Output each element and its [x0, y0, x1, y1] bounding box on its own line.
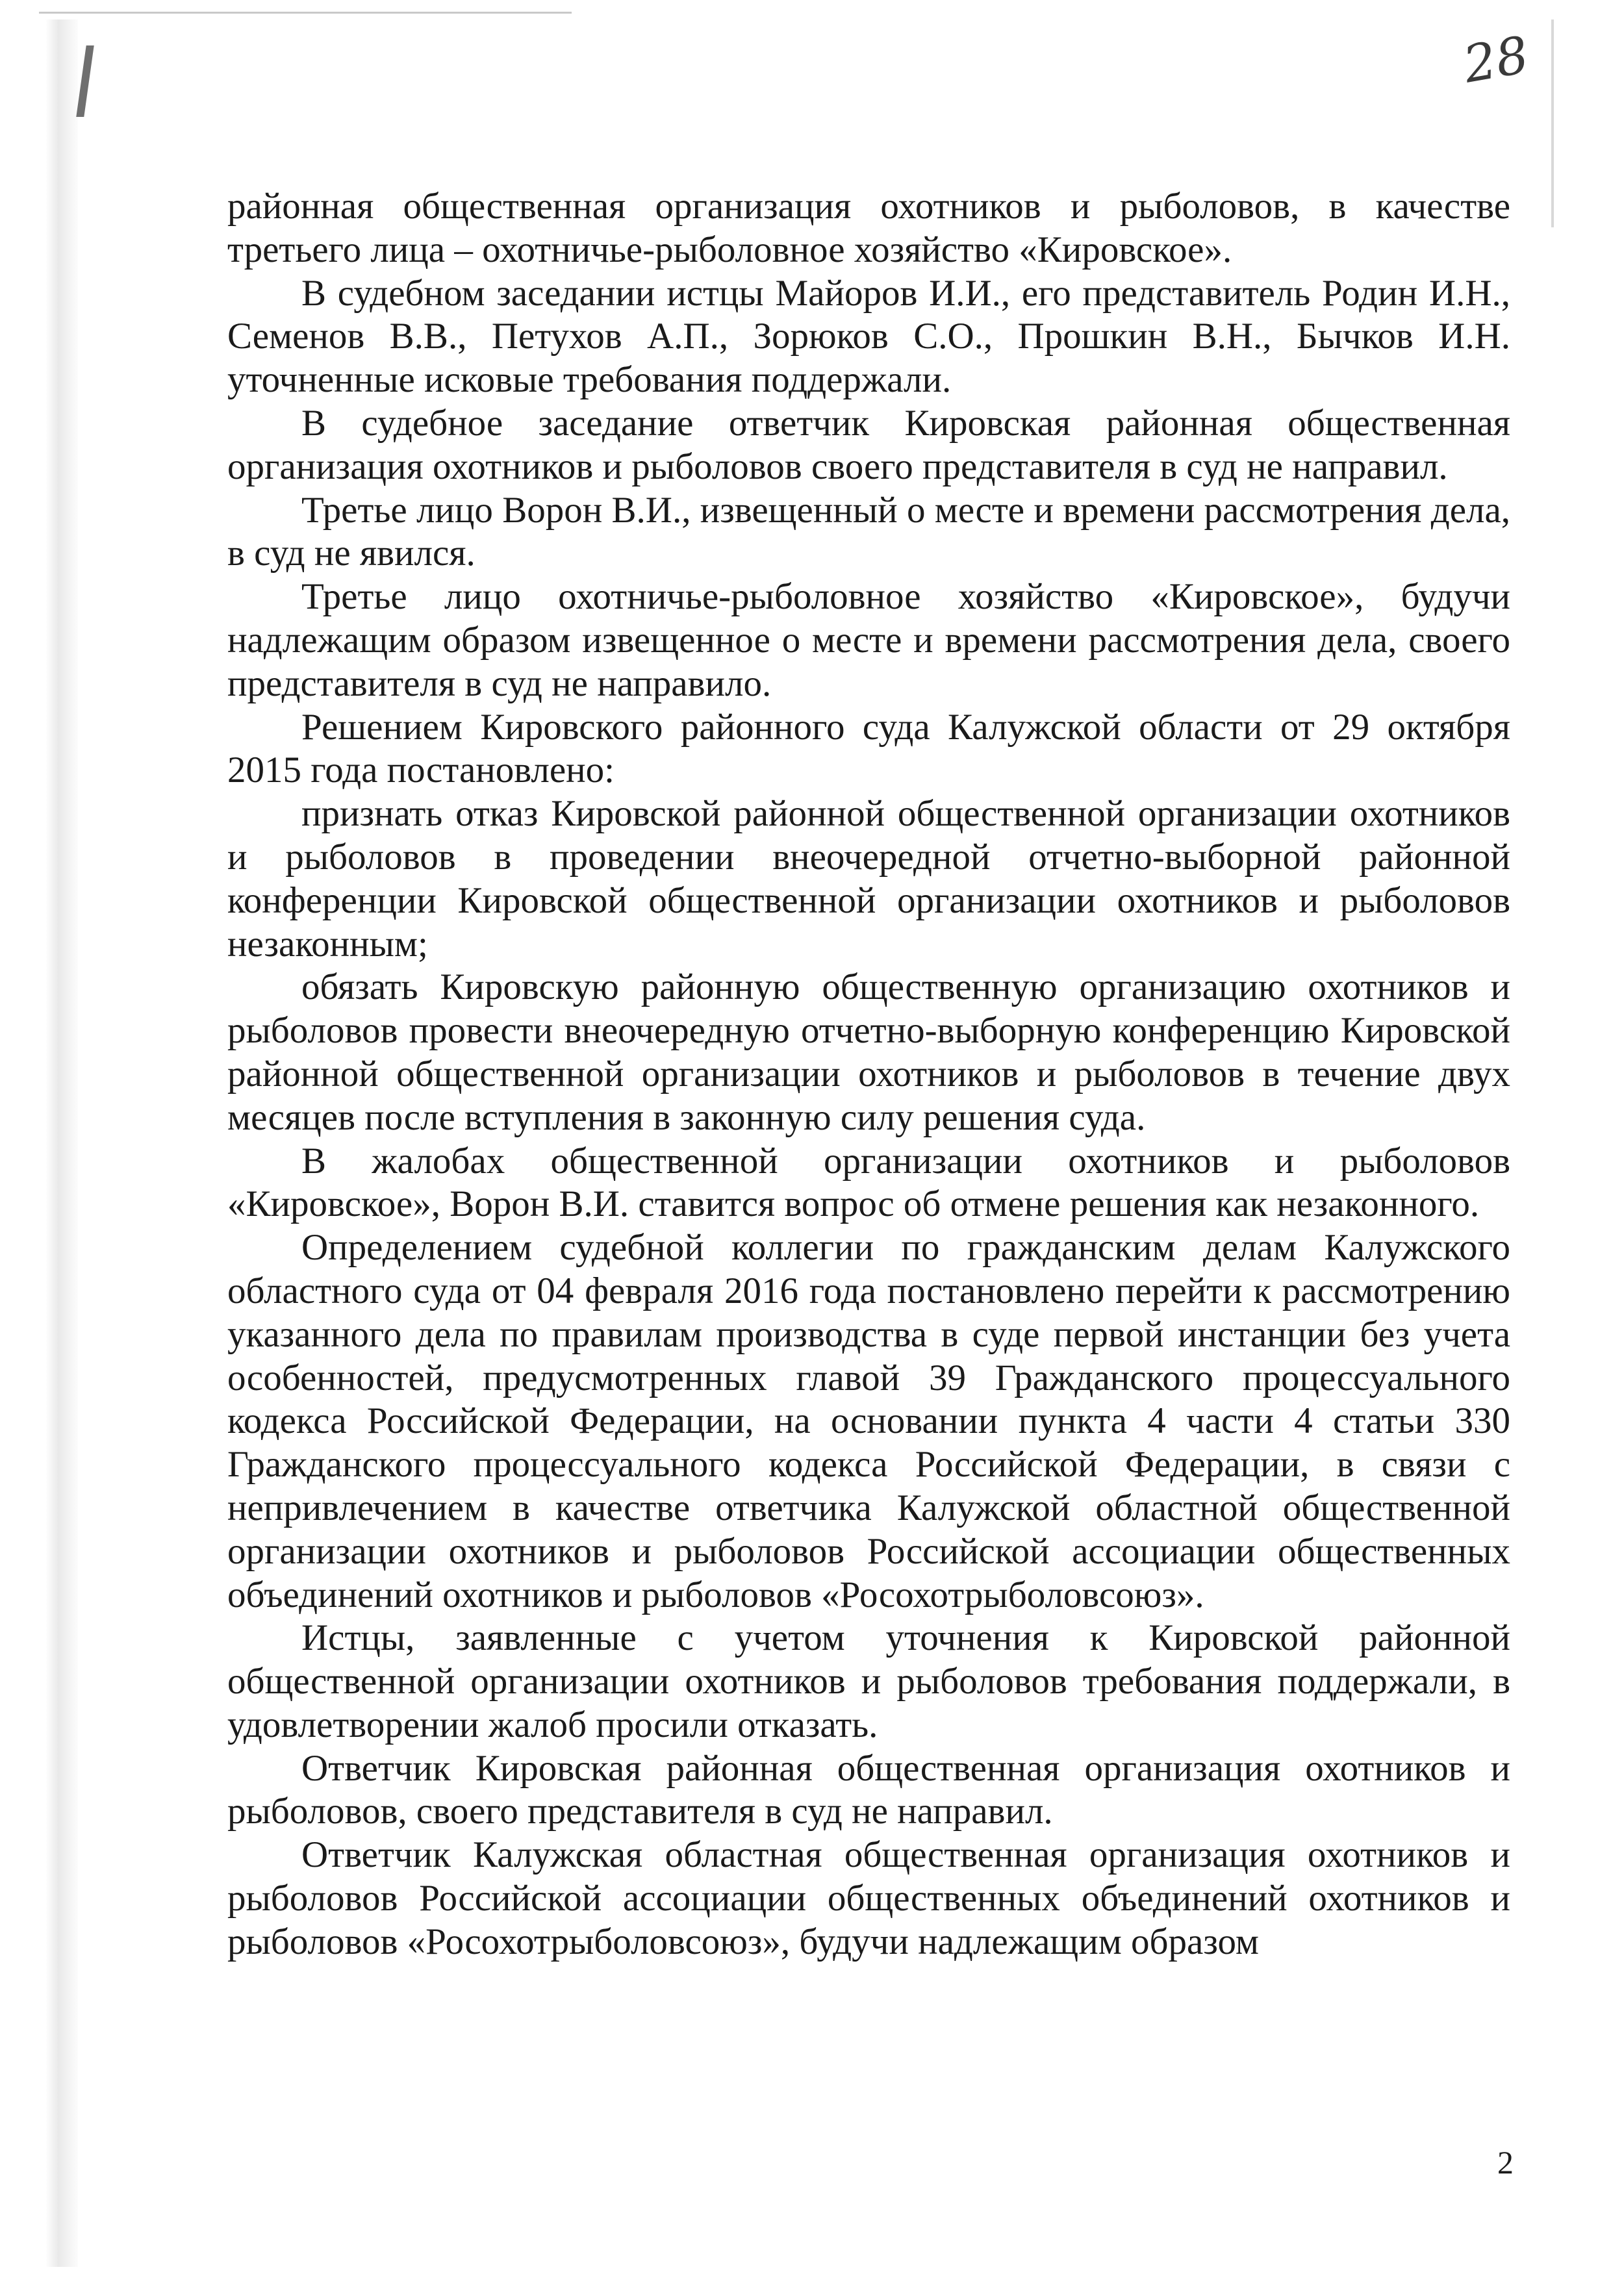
paragraph-9: В жалобах общественной организации охотников и рыболовов «Кировское», Ворон В.И. ставится вопрос об отмене решения как незаконного. [227, 1140, 1510, 1225]
paragraph-11: Истцы, заявленные с учетом уточнения к Кировской районной общественной организации охотников и рыболовов требования поддержали, в удовлетворении жалоб просили отказать. [227, 1617, 1510, 1745]
handwritten-archive-mark: 28 [1459, 25, 1533, 95]
paragraph-7: признать отказ Кировской районной общественной организации охотников и рыболовов в проведении внеочередной отчетно-выборной районной конференции Кировской общественной организации охотников и рыболовов незаконным; [227, 793, 1510, 965]
document-body [227, 185, 1510, 1964]
scan-edge-top [39, 12, 572, 14]
scan-edge-right [1551, 19, 1554, 227]
scan-edge-left [45, 19, 78, 2267]
page-number: 2 [1497, 2144, 1514, 2180]
paragraph-5: Третье лицо охотничье-рыболовное хозяйство «Кировское», будучи надлежащим образом извещенное о месте и времени рассмотрения дела, своего представителя в суд не направило. [227, 576, 1510, 704]
paragraph-4: Третье лицо Ворон В.И., извещенный о месте и времени рассмотрения дела, в суд не явился. [227, 489, 1510, 574]
paragraph-10: Определением судебной коллегии по гражданским делам Калужского областного суда от 04 февраля 2016 года постановлено перейти к рассмотрению указанного дела по правилам производства в суде первой инстанции без учета особенностей, предусмотренных главой 39 Гражданского процессуального кодекса Российской Федерации, на основании пункта 4 части 4 статьи 330 Гражданского процессуального кодекса Российской Федерации, в связи с непривлечением в качестве ответчика Калужской областной общественной организации охотников и рыболовов Российской ассоциации общественных объединений охотников и рыболовов «Росохотрыболовсоюз». [227, 1227, 1510, 1615]
paragraph-12: Ответчик Кировская районная общественная организация охотников и рыболовов, своего представителя в суд не направил. [227, 1747, 1510, 1832]
paragraph-2: В судебном заседании истцы Майоров И.И., его представитель Родин И.Н., Семенов В.В., Петухов А.П., Зорюков С.О., Прошкин В.Н., Бычков И.Н. уточненные исковые требования поддержали. [227, 272, 1510, 401]
paragraph-13: Ответчик Калужская областная общественная организация охотников и рыболовов Российской ассоциации общественных объединений охотников и рыболовов «Росохотрыболовсоюз», будучи надлежащим образом [227, 1834, 1510, 1962]
paragraph-8: обязать Кировскую районную общественную организацию охотников и рыболовов провести внеочередную отчетно-выборную конференцию Кировской районной общественной организации охотников и рыболовов в течение двух месяцев после вступления в законную силу решения суда. [227, 967, 1510, 1138]
paragraph-6: Решением Кировского районного суда Калужской области от 29 октября 2015 года постановлено: [227, 706, 1510, 791]
paragraph-3: В судебное заседание ответчик Кировская районная общественная организация охотников и рыболовов своего представителя в суд не направил. [227, 402, 1510, 487]
paragraph-1: районная общественная организация охотников и рыболовов, в качестве третьего лица – охотничье-рыболовное хозяйство «Кировское». [227, 186, 1510, 270]
